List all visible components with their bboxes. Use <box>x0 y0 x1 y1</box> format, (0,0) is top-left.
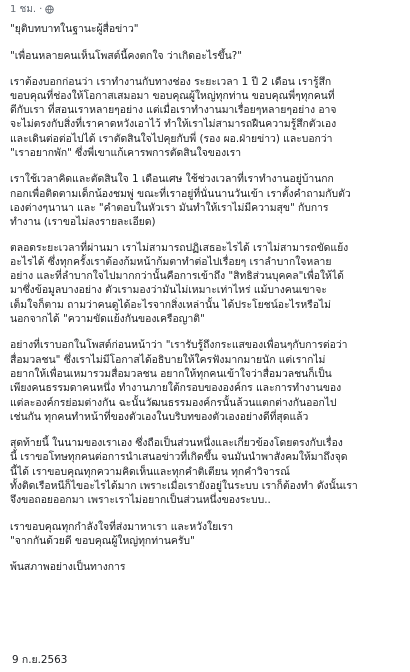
globe-icon <box>45 5 54 14</box>
post-paragraph-question: "เพื่อนหลายคนเห็นโพสต์นี้คงตกใจ ว่าเกิดอะไรขึ้น?" <box>10 50 242 63</box>
post-paragraph-thanks: เราขอบคุณทุกกำลังใจที่ส่งมาหาเรา และหวังใยเรา "จากกันด้วยดี ขอบคุณผู้ใหญ่ทุกท่านครับ" <box>10 520 234 547</box>
post-date: 9 ก.ย.2563 <box>12 654 68 666</box>
post-paragraph-apology: สุดท้ายนี้ ในนามของเราเอง ซึ่งถือเป็นส่วนหนึ่งและเกี่ยวข้องโดยตรงกับเรื่อง นี้ เราขอโทษทุกคนต่อการนำเสนอข่าวที่เกิดขึ้น จนมันนำพาสังคมให้มาถึงจุด นี้ได้ เราขอบคุณทุกความคิดเห็นและทุกคำติเตียน ทุกคำวิจารณ์ ทั้งติดเรือหนีก็ไขอะไรได้มาก เพราะเมื่อเรายังอยู่ในระบบ เราก็ต้องทำ ดังนั้นเรา จึงขอถอยออกมา เพราะเราไม่อยากเป็นส่วนหนึ่งของระบบ.. <box>10 437 358 507</box>
post-paragraph-title: "ยุติบทบาทในฐานะผู้สื่อข่าว" <box>10 23 139 35</box>
post-paragraph-background: เราต้องบอกก่อนว่า เราทำงานกับทางช่อง ระยะเวลา 1 ปี 2 เดือน เรารู้สึก ขอบคุณที่ช่องให้โอกาสเสมอมา ขอบคุณผู้ใหญ่ทุกท่าน ขอบคุณพี่ๆทุกคนที่ ดีกับเรา ที่สอนเราหลายๆอย่าง แต่เมื่อเราทำงานมาเรื่อยๆหลายๆอย่าง อาจ จะไม่ตรงกับสิ่งที่เราคาดหวังเอาไว้ ทำให้เราไม่สามารถฝืนความรู้สึกตัวเอง และเดินต่อต่อไปได้ เราตัดสินใจไปคุยกับพี่ (รอง ผอ.ฝ่ายข่าว) และบอกว่า "เราอยากพัก" ซึ่งพี่เขาแก้เคารพการตัดสินใจของเรา <box>10 75 337 160</box>
post-paragraph-closing: พ้นสภาพอย่างเป็นทางการ <box>10 561 126 574</box>
post-timestamp[interactable]: 1 ชม. <box>10 4 37 15</box>
post-paragraph-decision: เราใช้เวลาคิดและตัดสินใจ 1 เดือนเศษ ใช้ช่วงเวลาที่เราทำงานอยู่บ้านกก กอกเพื่อติดตามเด็กน้องชมพู่ ขณะที่เราอยู่ที่นั่นนานวันเข้า เราตั้งคำถามกับตัว เองต่างๆนานา และ "คำตอบในหัวเรา มันทำให้เราไม่มีความสุข" กับการ ทำงาน (เราขอไม่ลงรายละเอียด) <box>10 173 351 229</box>
meta-separator: · <box>39 4 43 15</box>
post-paragraph-concerns: ตลอดระยะเวลาที่ผ่านมา เราไม่สามารถปฏิเสธอะไรได้ เราไม่สามารถขัดแย้ง อะไรได้ ซึ่งทุกครั้งเราต้องก้มหน้าก้มตาทำต่อไปเรื่อยๆ เราลำบากใจหลาย อย่าง และที่ลำบากใจไปมากกว่านั้นคือการเข้าถึง "สิทธิส่วนบุคคล"เพื่อให้ได้ มาซึ่งข้อมูลบางอย่าง ตัวเรามองว่ามันไม่เหมาะเท่าไหร่ แม้บางคนเขาจะ เต็มใจก็ตาม ถามว่าคนดูได้อะไรจากสิ่งเหล่านั้น ได้ประโยชน์อะไรหรือไม่ นอกจากได้ "ความขัดแย้งกันของเครือญาติ" <box>10 241 349 326</box>
post-paragraph-media: อย่างที่เราบอกในโพสต์ก่อนหน้าว่า "เรารับรู้ถึงกระแสของเพื่อนๆกับการต่อว่า สื่อมวลชน" ซึ่งเราไม่มีโอกาสได้อธิบายให้ใครฟังมากมายนัก แต่เรากไม่ อยากให้เพื่อนเหมารวมสื่อมวลชน อยากให้ทุกคนเข้าใจว่าสื่อมวลชนก็เป็น เพียงคนธรรมดาคนหนึ่ง ทำงานภายใต้กรอบขององค์กร และการทำงานของ แต่ละองค์กรย่อมต่างกัน ฉะนั้นวัฒนธรรมองค์กรนั้นล้วนแตกต่างกันออกไป เช่นกัน ทุกคนทำหน้าที่ของตัวเองในบริบทของตัวเองอย่างดีที่สุดแล้ว <box>10 339 348 423</box>
post-meta <box>10 2 54 17</box>
post-body <box>10 22 402 575</box>
